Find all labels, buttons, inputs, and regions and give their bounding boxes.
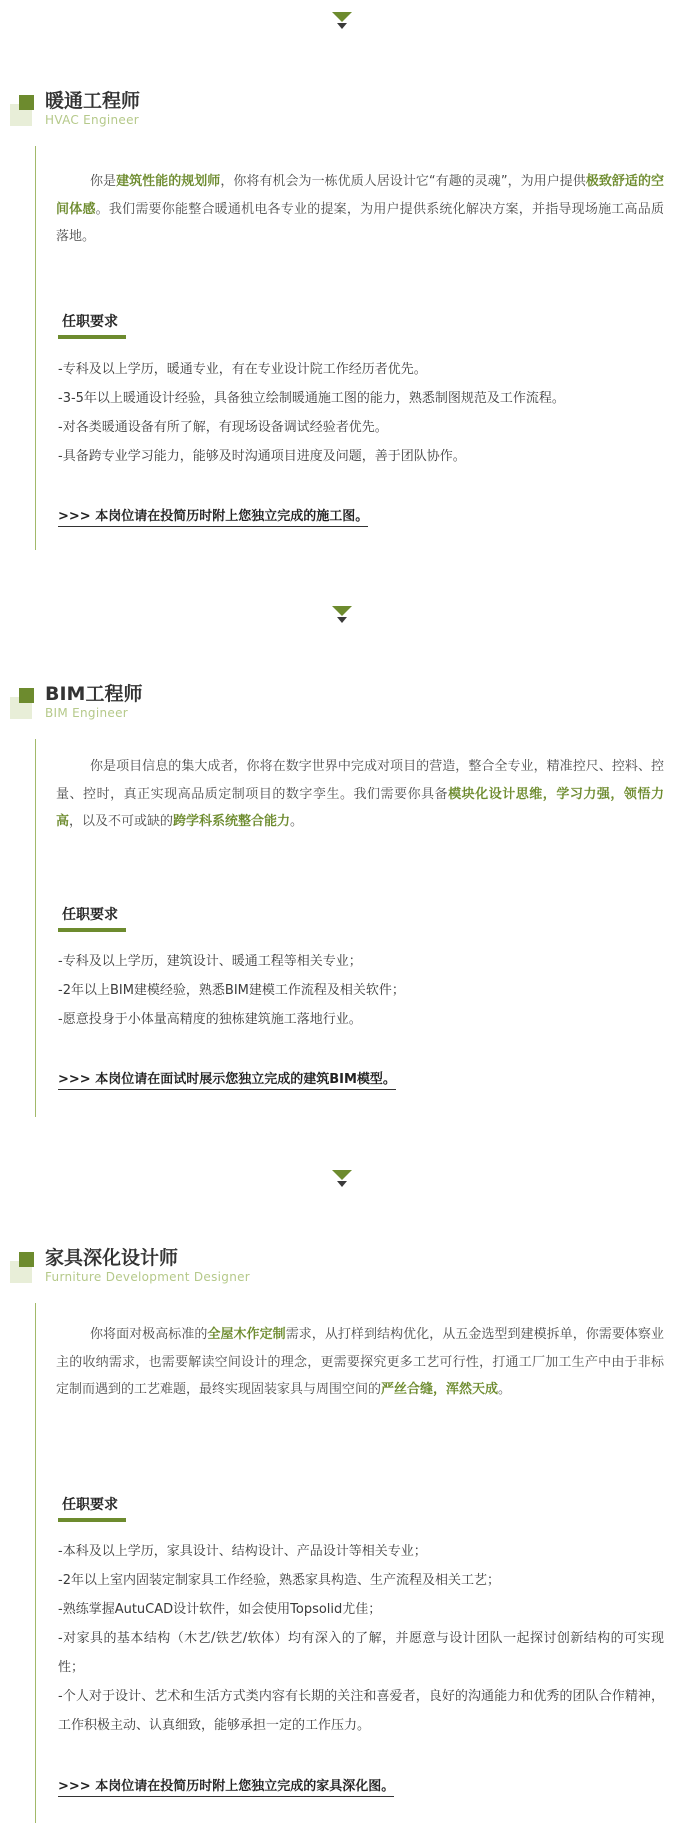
requirements-underline — [58, 928, 126, 932]
requirement-item: -3-5年以上暖通设计经验，具备独立绘制暖通施工图的能力，熟悉制图规范及工作流程。 — [58, 391, 565, 406]
requirements-list — [58, 947, 664, 1034]
desc-text: 需求，从打样到结构优化，从五金选型到建模拆单，你需要体察业主的收纳需求，也需要解读空间设计的理念，更需要探究更多工艺可行性，打通工厂加工生产中由于非标定制而遇到的工艺难题，最终实现固装家具与周围空间的 — [56, 1327, 664, 1397]
section-divider-line — [35, 739, 36, 1117]
job-description — [56, 168, 664, 251]
application-note: >>> 本岗位请在投简历时附上您独立完成的家具深化图。 — [58, 1775, 394, 1797]
desc-text: 你是项目信息的集大成者，你将在数字世界中完成对项目的营造，整合全专业，精准控尺、控料、控量、控时，真正实现高品质定制项目的数字孪生。我们需要你具备 — [56, 759, 664, 802]
requirement-item: -具备跨专业学习能力，能够及时沟通项目进度及问题，善于团队协作。 — [58, 449, 466, 464]
requirement-item: -2年以上BIM建模经验，熟悉BIM建模工作流程及相关软件； — [58, 983, 405, 998]
title-marker-icon — [19, 95, 34, 110]
job-title: 家具深化设计师 — [45, 1247, 179, 1269]
requirements-title: 任职要求 — [62, 1497, 118, 1513]
desc-text: 。我们需要你能整合暖通机电各专业的提案，为用户提供系统化解决方案，并指导现场施工高品质落地。 — [56, 201, 664, 244]
desc-highlight: 全屋木作定制 — [207, 1327, 286, 1342]
requirements-underline — [58, 1518, 126, 1522]
job-title: 暖通工程师 — [45, 90, 141, 112]
requirement-item: -个人对于设计、艺术和生活方式类内容有长期的关注和喜爱者，良好的沟通能力和优秀的团队合作精神，工作积极主动、认真细致，能够承担一定的工作压力。 — [58, 1689, 664, 1733]
desc-text: 你是 — [90, 174, 117, 189]
desc-text: 。 — [498, 1382, 512, 1397]
requirement-item: -本科及以上学历，家具设计、结构设计、产品设计等相关专业； — [58, 1544, 427, 1559]
down-chevron-icon — [331, 8, 353, 30]
desc-highlight: 跨学科系统整合能力 — [173, 814, 291, 829]
requirements-list — [58, 1537, 664, 1740]
desc-text: ，你将有机会为一栋优质人居设计它“有趣的灵魂”，为用户提供 — [220, 174, 586, 189]
requirement-item: -专科及以上学历，暖通专业，有在专业设计院工作经历者优先。 — [58, 362, 427, 377]
desc-text: 你将面对极高标准的 — [90, 1327, 208, 1342]
requirements-underline — [58, 335, 126, 339]
desc-highlight: 模块化设计思维，学习力强，领悟力高 — [56, 786, 664, 829]
requirement-item: -对家具的基本结构（木艺/铁艺/软体）均有深入的了解，并愿意与设计团队一起探讨创新结构的可实现性； — [58, 1631, 664, 1675]
job-subtitle: HVAC Engineer — [45, 113, 139, 127]
down-chevron-icon — [331, 1166, 353, 1188]
desc-text: 。 — [290, 814, 304, 829]
job-description — [56, 1321, 664, 1404]
desc-highlight: 严丝合缝，浑然天成 — [381, 1382, 499, 1397]
job-description — [56, 753, 664, 836]
requirement-item: -对各类暖通设备有所了解，有现场设备调试经验者优先。 — [58, 420, 388, 435]
section-divider-line — [35, 146, 36, 550]
title-marker-icon — [19, 688, 34, 703]
requirements-list — [58, 355, 664, 471]
requirement-item: -愿意投身于小体量高精度的独栋建筑施工落地行业。 — [58, 1012, 362, 1027]
desc-highlight: 极致舒适的空间体感 — [56, 174, 664, 217]
requirement-item: -专科及以上学历，建筑设计、暖通工程等相关专业； — [58, 954, 362, 969]
requirements-title: 任职要求 — [62, 907, 118, 923]
section-divider-line — [35, 1303, 36, 1823]
application-note: >>> 本岗位请在投简历时附上您独立完成的施工图。 — [58, 505, 368, 527]
requirements-title: 任职要求 — [62, 314, 118, 330]
desc-highlight: 建筑性能的规划师 — [116, 174, 221, 189]
desc-text: ，以及不可或缺的 — [69, 814, 174, 829]
application-note: >>> 本岗位请在面试时展示您独立完成的建筑BIM模型。 — [58, 1068, 396, 1090]
job-subtitle: Furniture Development Designer — [45, 1270, 251, 1284]
requirement-item: -熟练掌握AutuCAD设计软件，如会使用Topsolid尤佳； — [58, 1602, 382, 1617]
title-marker-icon — [19, 1252, 34, 1267]
down-chevron-icon — [331, 602, 353, 624]
job-title: BIM工程师 — [45, 683, 143, 705]
job-subtitle: BIM Engineer — [45, 706, 128, 720]
requirement-item: -2年以上室内固装定制家具工作经验，熟悉家具构造、生产流程及相关工艺； — [58, 1573, 500, 1588]
